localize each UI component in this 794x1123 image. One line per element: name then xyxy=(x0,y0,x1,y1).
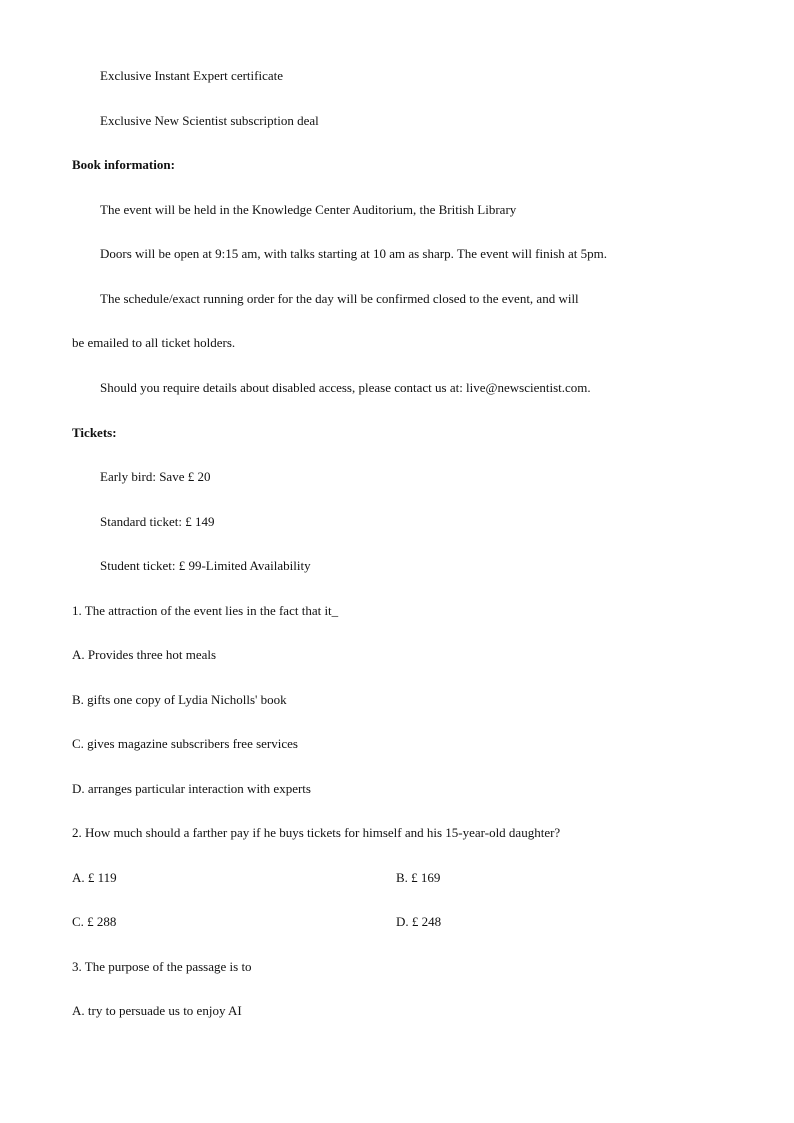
question-3-stem: 3. The purpose of the passage is to xyxy=(72,959,252,974)
book-info-venue: The event will be held in the Knowledge Center Auditorium, the British Library xyxy=(100,202,517,217)
benefit-item-subscription: Exclusive New Scientist subscription deal xyxy=(100,113,319,128)
question-2-option-a: A. £ 119 xyxy=(72,870,117,885)
book-info-contact: Should you require details about disabled access, please contact us at: live@newscientist.com. xyxy=(100,380,591,395)
question-1-stem: 1. The attraction of the event lies in the fact that it_ xyxy=(72,603,339,618)
benefit-item-certificate: Exclusive Instant Expert certificate xyxy=(100,68,284,83)
question-2-option-d: D. £ 248 xyxy=(396,914,442,929)
book-info-heading: Book information: xyxy=(72,157,175,172)
ticket-early-bird: Early bird: Save £ 20 xyxy=(100,469,211,484)
book-info-schedule-line2: be emailed to all ticket holders. xyxy=(72,335,236,350)
question-2-option-b: B. £ 169 xyxy=(396,870,441,885)
tickets-heading: Tickets: xyxy=(72,425,117,440)
question-3-option-a: A. try to persuade us to enjoy AI xyxy=(72,1003,242,1018)
question-1-option-d: D. arranges particular interaction with experts xyxy=(72,781,311,796)
ticket-student: Student ticket: £ 99-Limited Availability xyxy=(100,558,311,573)
book-info-schedule-line1: The schedule/exact running order for the day will be confirmed closed to the event, and will xyxy=(100,291,579,306)
question-2-option-c: C. £ 288 xyxy=(72,914,117,929)
question-2-stem: 2. How much should a farther pay if he buys tickets for himself and his 15-year-old daughter? xyxy=(72,825,561,840)
question-1-option-a: A. Provides three hot meals xyxy=(72,647,217,662)
ticket-standard: Standard ticket: £ 149 xyxy=(100,514,215,529)
question-1-option-b: B. gifts one copy of Lydia Nicholls' book xyxy=(72,692,287,707)
book-info-times: Doors will be open at 9:15 am, with talks starting at 10 am as sharp. The event will finish at 5pm. xyxy=(100,246,608,261)
question-1-option-c: C. gives magazine subscribers free services xyxy=(72,736,298,751)
